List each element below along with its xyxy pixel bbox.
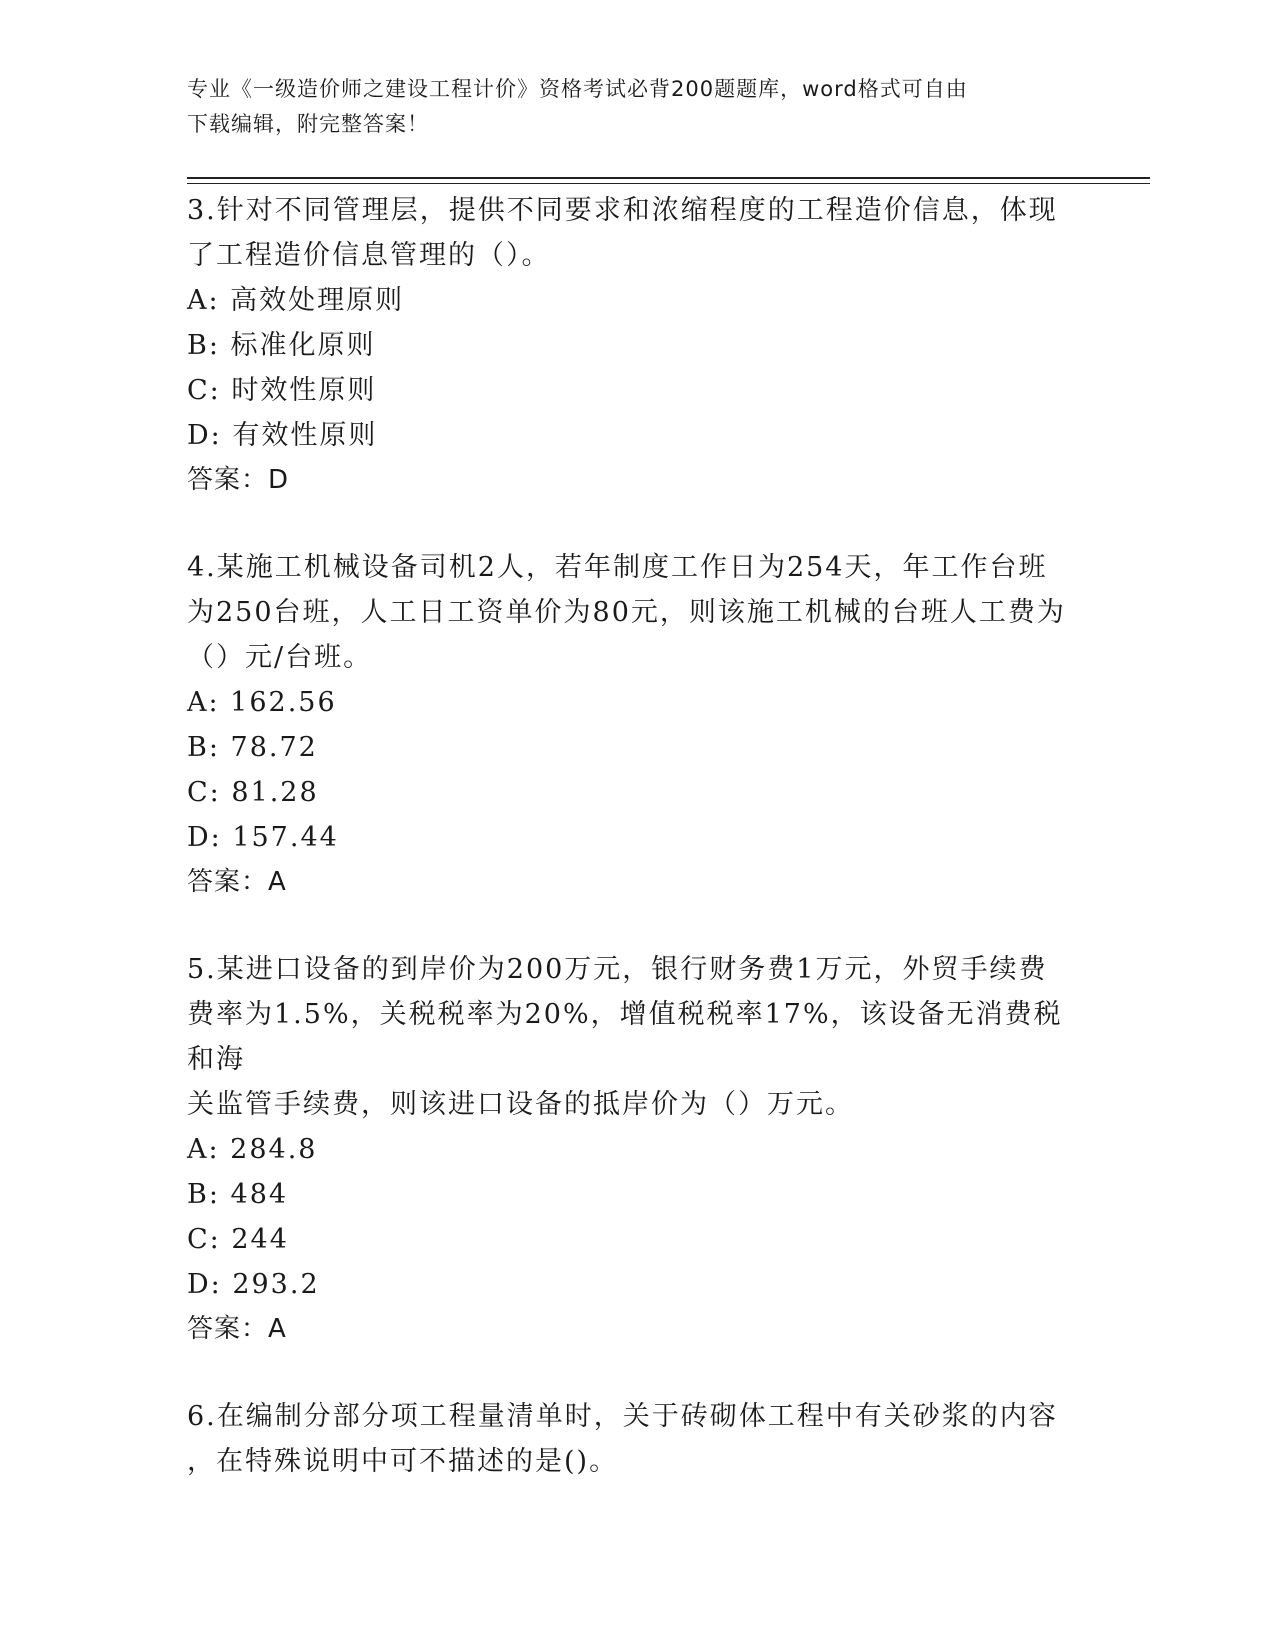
question-stem-line: 3.针对不同管理层，提供不同要求和浓缩程度的工程造价信息，体现	[187, 195, 1058, 226]
answer-label: 答案：D	[187, 465, 290, 495]
option-b: B: 78.72	[187, 732, 318, 763]
header-divider-thick	[187, 177, 1150, 179]
question-stem-line: 费率为1.5%，关税税率为20%，增值税税率17%，该设备无消费税和海	[187, 999, 1063, 1075]
option-a: A: 高效处理原则	[187, 285, 405, 316]
question-3	[187, 188, 1087, 502]
option-c: C: 244	[187, 1224, 289, 1255]
option-c: C: 时效性原则	[187, 375, 377, 406]
question-6	[187, 1394, 1087, 1484]
answer-label: 答案：A	[187, 1314, 287, 1344]
question-stem-line: 为250台班，人工日工资单价为80元，则该施工机械的台班人工费为	[187, 597, 1066, 628]
question-stem-line: 6.在编制分部分项工程量清单时，关于砖砌体工程中有关砂浆的内容	[187, 1401, 1058, 1432]
question-4	[187, 545, 1087, 904]
question-stem-line: 4.某施工机械设备司机2人，若年制度工作日为254天，年工作台班	[187, 552, 1048, 583]
question-stem-line: 关监管手续费，则该进口设备的抵岸价为（）万元。	[187, 1089, 854, 1120]
question-stem-line: （）元/台班。	[187, 642, 373, 673]
question-stem-line: 5.某进口设备的到岸价为200万元，银行财务费1万元，外贸手续费	[187, 954, 1048, 985]
question-5	[187, 947, 1087, 1351]
option-c: C: 81.28	[187, 777, 319, 808]
header-divider-thin	[187, 183, 1150, 184]
option-d: D: 293.2	[187, 1269, 320, 1300]
header-line-2: 下载编辑，附完整答案！	[187, 112, 429, 136]
question-stem-line: ，在特殊说明中可不描述的是()。	[187, 1446, 619, 1477]
question-stem-line: 了工程造价信息管理的（）。	[187, 240, 551, 271]
option-d: D: 157.44	[187, 822, 339, 853]
option-a: A: 162.56	[187, 687, 337, 718]
option-b: B: 484	[187, 1179, 289, 1210]
document-header	[187, 72, 1067, 142]
header-line-1: 专业《一级造价师之建设工程计价》资格考试必背200题题库，word格式可自由	[187, 77, 968, 101]
option-a: A: 284.8	[187, 1134, 318, 1165]
answer-label: 答案：A	[187, 867, 287, 897]
option-d: D: 有效性原则	[187, 420, 378, 451]
option-b: B: 标准化原则	[187, 330, 376, 361]
question-list	[187, 188, 1087, 1527]
